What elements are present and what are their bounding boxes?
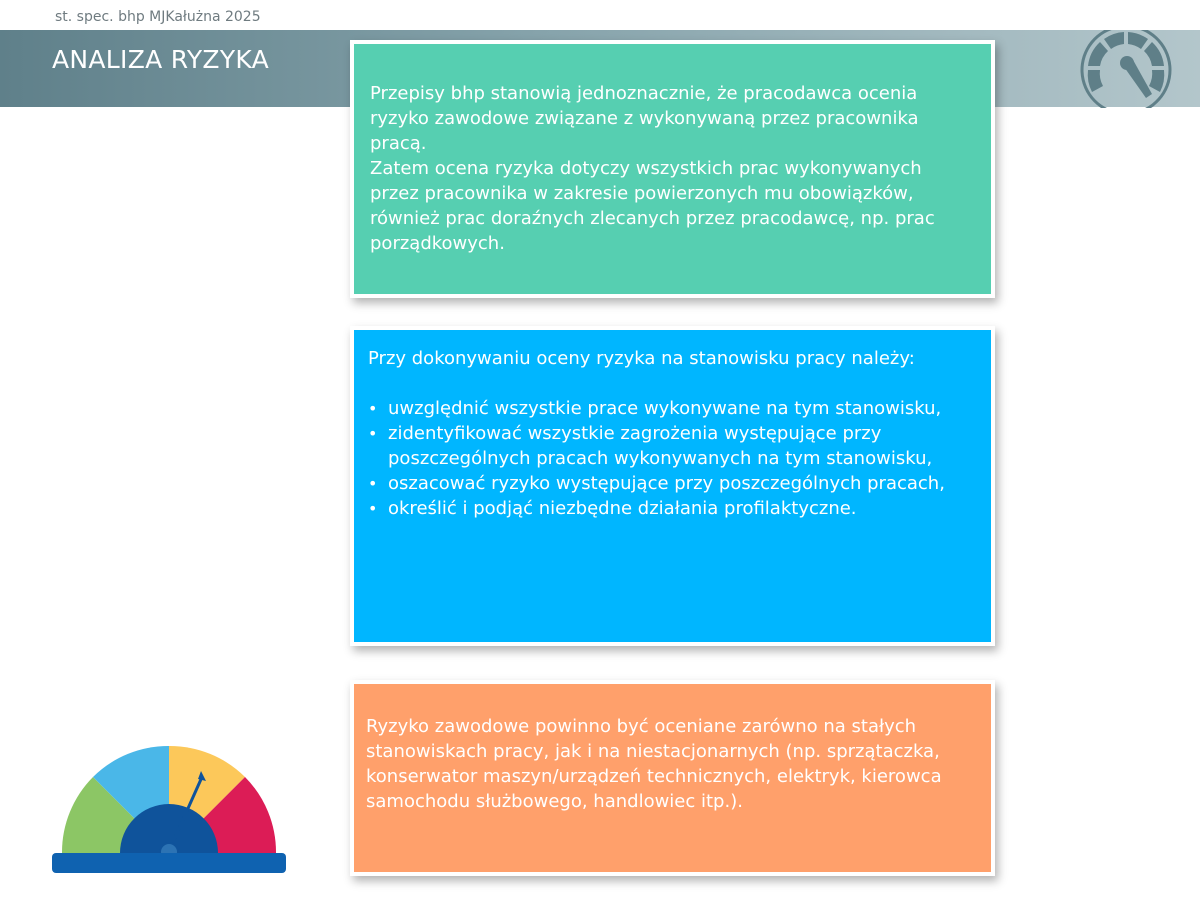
speedometer-icon: [1078, 30, 1174, 108]
author-credit: st. spec. bhp MJKałużna 2025: [55, 9, 261, 25]
risk-gauge-icon: [52, 745, 286, 875]
assessment-steps-box: [354, 330, 991, 642]
legal-basis-paragraph-1: Przepisy bhp stanowią jednoznacznie, że pracodawca ocenia ryzyko zawodowe związane z wykonywaną przez pracownika pracą.: [370, 83, 919, 154]
workplaces-box: [354, 684, 991, 872]
legal-basis-paragraph-2: Zatem ocena ryzyka dotyczy wszystkich prac wykonywanych przez pracownika w zakresie powierzonych mu obowiązków, również prac doraźnych zlecanych przez pracodawcę, np. prac porządkowych.: [370, 158, 935, 254]
list-item: • oszacować ryzyko występujące przy poszczególnych pracach,: [368, 471, 977, 496]
workplaces-paragraph: Ryzyko zawodowe powinno być oceniane zarówno na stałych stanowiskach pracy, jak i na niestacjonarnych (np. sprzątaczka, konserwator maszyn/urządzeń technicznych, elektryk, kierowca samochodu służbowego, handlowiec itp.).: [366, 716, 942, 812]
assessment-steps-list: [368, 396, 977, 521]
page-title: ANALIZA RYZYKA: [52, 45, 270, 74]
list-item: • uwzględnić wszystkie prace wykonywane na tym stanowisku,: [368, 396, 977, 421]
assessment-intro: Przy dokonywaniu oceny ryzyka na stanowisku pracy należy:: [368, 348, 915, 369]
list-item: • zidentyfikować wszystkie zagrożenia występujące przy poszczególnych pracach wykonywanych na tym stanowisku,: [368, 421, 977, 471]
legal-basis-box: [354, 44, 991, 294]
list-item: • określić i podjąć niezbędne działania profilaktyczne.: [368, 496, 977, 521]
